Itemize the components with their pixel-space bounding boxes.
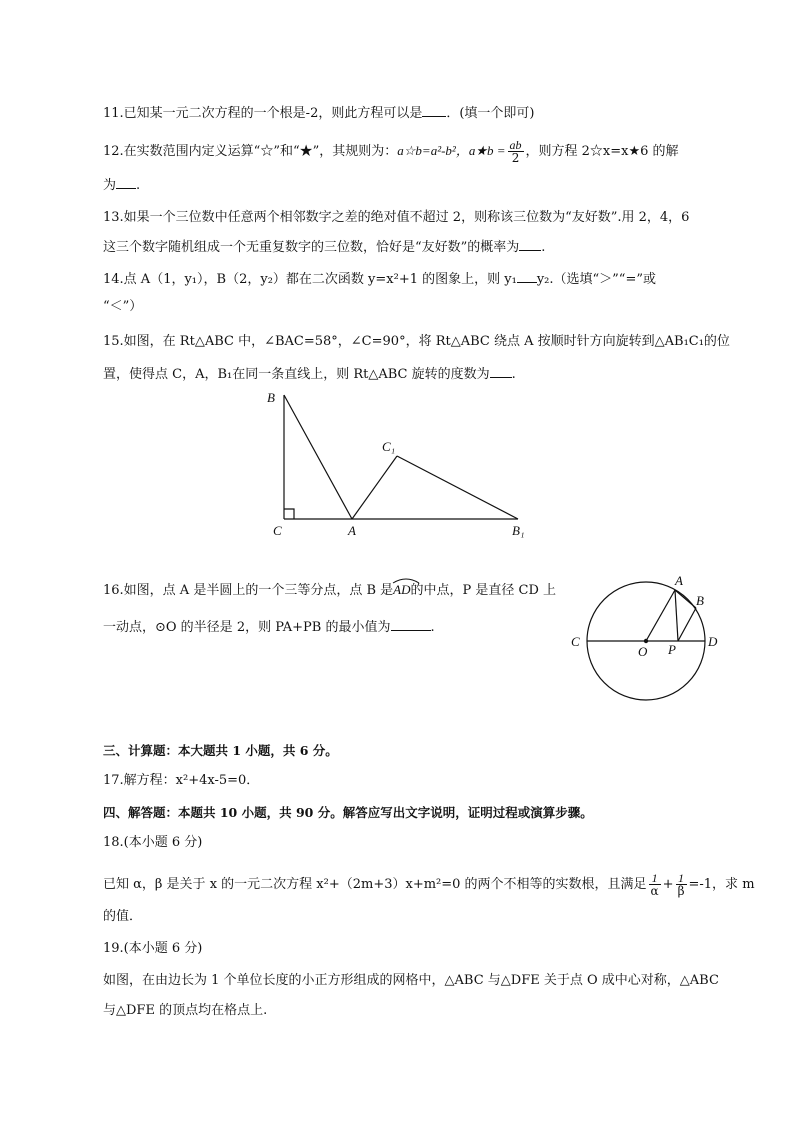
answer-blank — [519, 238, 541, 251]
q12-rule-star-black: a★b = — [468, 143, 506, 158]
q18-text-b: =-1，求 m — [688, 877, 755, 892]
answer-blank — [490, 365, 512, 378]
right-angle-mark — [284, 509, 294, 519]
question-12-line-2 — [103, 176, 140, 195]
question-16-line-2 — [103, 618, 435, 637]
question-19-line-2: 与△DFE 的顶点均在格点上. — [103, 1003, 268, 1018]
question-15-line-1: 15.如图，在 Rt△ABC 中，∠BAC=58°，∠C=90°，将 Rt△ABC 绕点 A 按顺时针方向旋转到△AB₁C₁的位 — [103, 334, 730, 349]
q12-rule-star-white: a☆b=a²-b²， — [397, 143, 469, 158]
fraction-denominator: 2 — [511, 151, 520, 165]
answer-blank — [422, 104, 446, 117]
label-b: B — [267, 390, 275, 405]
segment-oa — [646, 590, 675, 641]
question-17: 17.解方程：x²+4x-5=0． — [103, 773, 260, 788]
section-4-title: 四、解答题：本题共 10 小题，共 90 分。解答应写出文字说明，证明过程或演算步骤。 — [103, 805, 593, 820]
question-14-line-1 — [103, 270, 656, 289]
fraction-denominator: β — [677, 884, 685, 898]
fraction-numerator: ab — [509, 138, 522, 152]
q12-text-a: 12.在实数范围内定义运算“☆”和“★”，其规则为： — [103, 144, 398, 159]
answer-blank — [517, 270, 537, 283]
question-18-heading: 18.(本小题 6 分) — [103, 835, 203, 850]
label-c1: C₁ — [382, 439, 396, 454]
answer-blank — [391, 618, 431, 631]
label-c: C — [273, 523, 282, 538]
q12-text-b: ，则方程 2☆x=x★6 的解 — [525, 144, 679, 159]
question-12-line-1 — [103, 139, 679, 164]
section-3-title: 三、计算题：本大题共 1 小题，共 6 分。 — [103, 743, 338, 758]
center-point — [644, 639, 648, 643]
q18-text-a: 已知 α，β 是关于 x 的一元二次方程 x²+（2m+3）x+m²=0 的两个不相等的实数根，且满足 — [103, 877, 647, 892]
arc-label: AD — [393, 582, 411, 597]
q12-fraction — [508, 139, 524, 164]
label-a: A — [348, 523, 356, 538]
question-14-line-2: “＜”） — [103, 299, 143, 314]
segment-ba — [284, 395, 352, 519]
segment-pa — [675, 590, 678, 641]
fraction-1-beta — [676, 872, 687, 897]
q13-text-b: . — [541, 240, 546, 255]
arc-symbol — [392, 577, 420, 584]
q11-text: 11.已知某一元二次方程的一个根是-2，则此方程可以是 — [103, 106, 423, 121]
question-13-line-1: 13.如果一个三位数中任意两个相邻数字之差的绝对值不超过 2，则称该三位数为“友好数”.用 2，4，6 — [103, 210, 690, 225]
segment-pb — [678, 608, 696, 641]
question-15-line-2 — [103, 365, 516, 384]
q12-text-d: . — [136, 178, 141, 193]
segment-ab — [675, 590, 696, 608]
q15-text-b: . — [511, 367, 516, 382]
label-p: P — [668, 642, 676, 657]
q12-text-c: 为 — [103, 178, 117, 193]
label-b: B — [696, 593, 704, 608]
question-18-line-1 — [103, 872, 755, 897]
label-o: O — [638, 644, 648, 659]
figure-15-triangle — [260, 385, 540, 545]
question-19-heading: 19.(本小题 6 分) — [103, 941, 203, 956]
plus-sign: + — [662, 877, 674, 892]
arc-ad — [393, 581, 410, 599]
question-19-line-1: 如图，在由边长为 1 个单位长度的小正方形组成的网格中，△ABC 与△DFE 关于点 O 成中心对称，△ABC — [103, 973, 719, 988]
q14-text-b: y₂.（选填“＞”“=”或 — [536, 272, 656, 287]
label-d: D — [708, 634, 718, 649]
question-11 — [103, 104, 535, 123]
q13-text-a: 这三个数字随机组成一个无重复数字的三位数，恰好是“友好数”的概率为 — [103, 240, 520, 255]
answer-blank — [116, 176, 136, 189]
q16-text-d: . — [430, 620, 435, 635]
q16-text-c: 一动点，⊙O 的半径是 2，则 PA+PB 的最小值为 — [103, 620, 391, 635]
question-16-line-1 — [103, 581, 556, 600]
q14-text-a: 14.点 A（1，y₁），B（2，y₂）都在二次函数 y=x²+1 的图象上，则 y₁ — [103, 272, 517, 287]
q16-text-b: 的中点，P 是直径 CD 上 — [410, 583, 557, 598]
label-b1: B₁ — [512, 523, 525, 538]
fraction-denominator: α — [650, 884, 659, 898]
question-13-line-2 — [103, 238, 545, 257]
fraction-numerator: 1 — [649, 872, 661, 885]
q16-text-a: 16.如图，点 A 是半圆上的一个三等分点，点 B 是 — [103, 583, 394, 598]
label-a: A — [675, 573, 683, 588]
fraction-numerator: 1 — [676, 872, 687, 885]
question-18-line-2: 的值． — [103, 909, 143, 924]
q15-text-a: 置，使得点 C，A，B₁在同一条直线上，则 Rt△ABC 旋转的度数为 — [103, 367, 490, 382]
segment-a-c1 — [352, 456, 397, 519]
figure-16-circle — [562, 570, 732, 705]
segment-c1-b1 — [397, 456, 518, 519]
q11-tail: ．(填一个即可) — [446, 106, 535, 121]
fraction-1-alpha — [649, 872, 661, 897]
label-c: C — [571, 634, 580, 649]
